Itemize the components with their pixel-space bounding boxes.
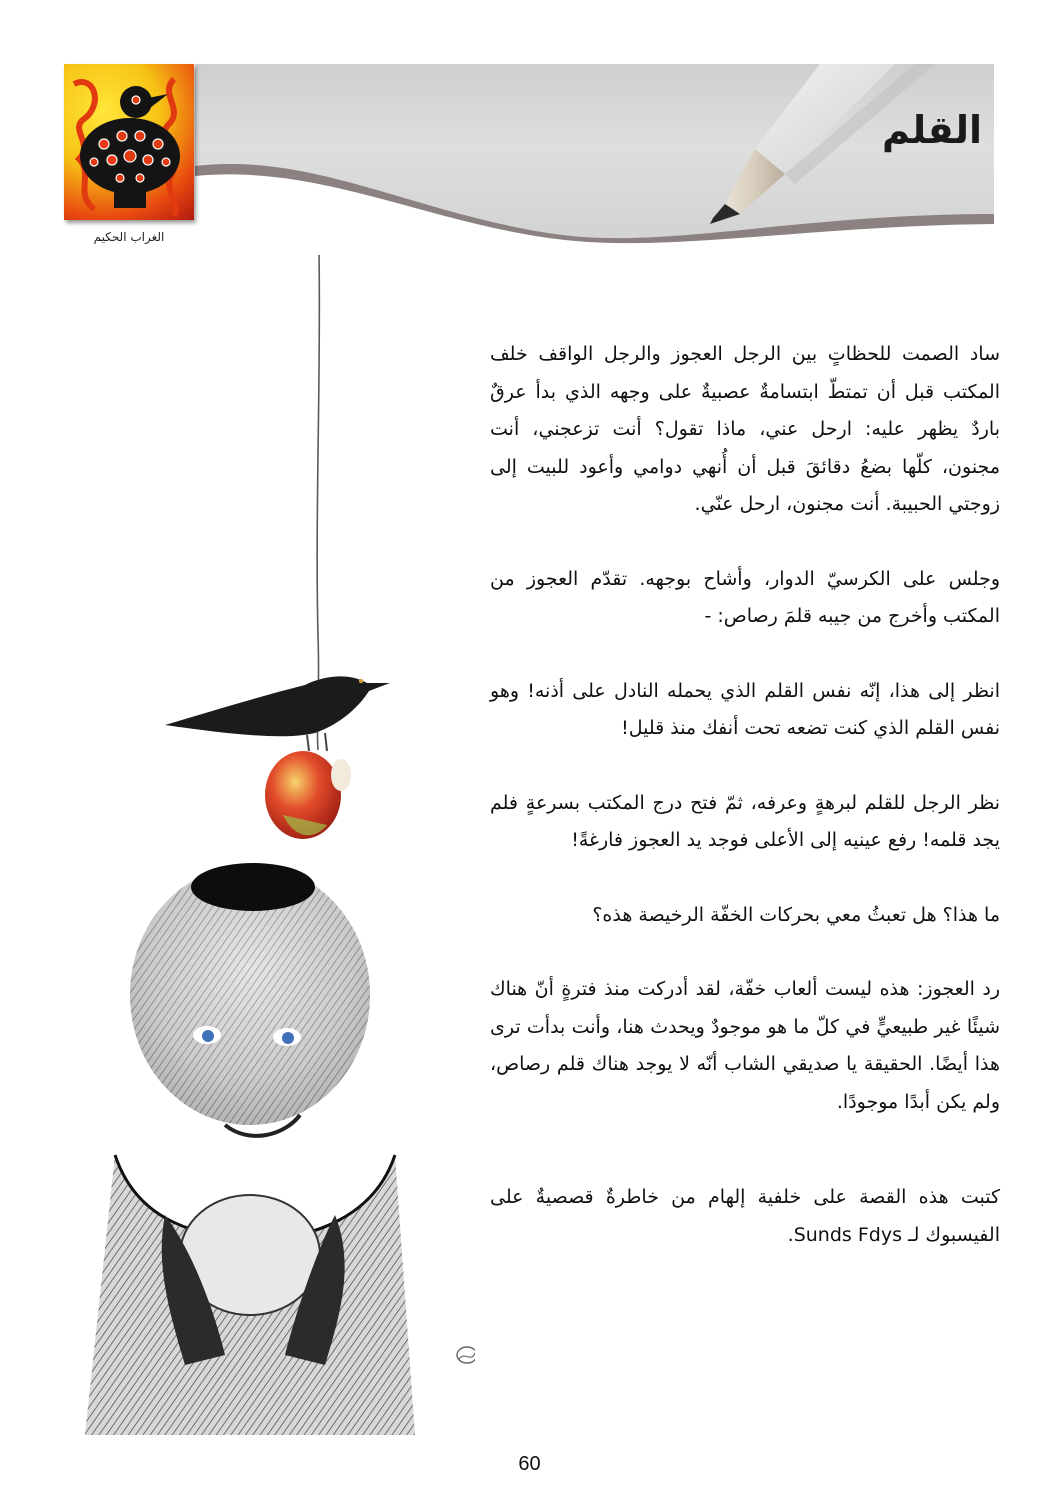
string <box>317 255 319 750</box>
header-banner <box>195 64 994 246</box>
article-body <box>490 336 1000 1291</box>
paragraph: رد العجوز: هذه ليست ألعاب خفّة، لقد أدركت منذ فترةٍ أنّ هناك شيئًا غير طبيعيٍّ في كلّ ما هو موجودٌ ويحدث هنا، وأنت بدأت ترى هذا أيضًا. الحقيقة يا صديقي الشاب أنّه لا يوجد هناك قلم رصاص، ولم يكن أبدًا موجودًا. <box>490 978 1000 1113</box>
apple-icon <box>265 751 351 839</box>
logo-caption: الغراب الحكيم <box>93 230 165 244</box>
illustration <box>75 255 475 1435</box>
raven-logo <box>64 64 194 220</box>
paragraph: انظر إلى هذا، إنّه نفس القلم الذي يحمله النادل على أذنه! وهو نفس القلم الذي كنت تضعه تحت أنفك منذ قليل! <box>490 679 1000 739</box>
old-man-figure <box>85 863 415 1435</box>
header-wave <box>195 64 994 246</box>
paragraph: ما هذا؟ هل تعبثُ معي بحركات الخفّة الرخيصة هذه؟ <box>592 903 1000 926</box>
raven-icon <box>64 64 194 220</box>
blackbird-icon <box>165 676 390 751</box>
paragraph: ساد الصمت للحظاتٍ بين الرجل العجوز والرجل الواقف خلف المكتب قبل أن تمتطّ ابتسامةٌ عصبيةٌ على وجهه الذي بدأ عرقٌ باردٌ يظهر عليه: ارحل عني، ماذا تقول؟ أنت تزعجني، أنت مجنون، كلّها بضعُ دقائقَ قبل أن أُنهي دوامي وأعود للبيت إلى زوجتي الحبيبة. أنت مجنون، ارحل عنّي. <box>490 343 1000 515</box>
page-title: القلم <box>882 108 982 152</box>
paragraph: وجلس على الكرسيّ الدوار، وأشاح بوجهه. تقدّم العجوز من المكتب وأخرج من جيبه قلمَ رصاص: - <box>490 567 1000 627</box>
paragraph: نظر الرجل للقلم لبرهةٍ وعرفه، ثمّ فتح درج المكتب بسرعةٍ فلم يجد قلمه! رفع عينيه إلى الأعلى فوجد يد العجوز فارغةً! <box>490 791 1000 851</box>
page-number: 60 <box>518 1453 541 1475</box>
author-note: كتبت هذه القصة على خلفية إلهام من خاطرةٌ قصصيةٌ على الفيسبوك لـ Sunds Fdys. <box>490 1186 1000 1246</box>
signature-icon <box>457 1347 475 1363</box>
